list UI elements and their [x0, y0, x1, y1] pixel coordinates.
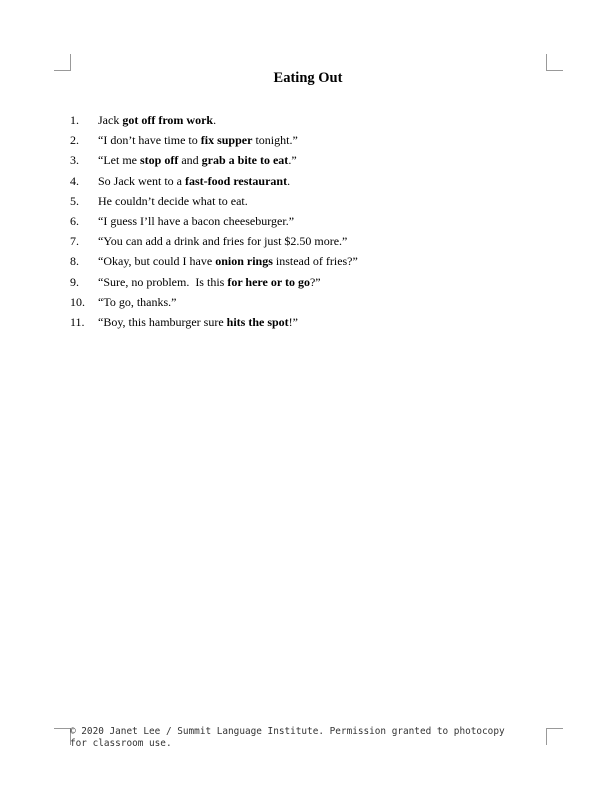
- vocab-phrase: fix supper: [200, 133, 253, 148]
- vocab-phrase: hits the spot: [226, 314, 289, 329]
- item-number: 4.: [70, 173, 79, 188]
- item-text: [98, 211, 294, 231]
- vocab-phrase: onion rings: [215, 254, 273, 269]
- list-item: [70, 211, 550, 231]
- list-item: [70, 130, 550, 150]
- item-number: 5.: [70, 193, 79, 208]
- list-item: [70, 251, 550, 271]
- text-fragment: Jack: [98, 113, 123, 127]
- text-fragment: .”: [288, 153, 297, 168]
- crop-mark-bottom-left: [54, 728, 71, 745]
- list-item: [70, 171, 550, 191]
- page-title: Eating Out: [273, 70, 343, 86]
- vocab-phrase: stop off: [139, 153, 179, 168]
- item-text: [98, 150, 297, 170]
- sentence-list: [70, 110, 550, 332]
- vocab-phrase: got off from work: [122, 113, 214, 127]
- item-text: [98, 312, 298, 332]
- item-text: [98, 171, 290, 191]
- text-fragment: and: [178, 153, 202, 168]
- copyright-line-1: © 2020 Janet Lee / Summit Language Institute. Permission granted to photocopy: [70, 726, 505, 737]
- list-item: [70, 150, 550, 170]
- item-text: [98, 272, 321, 292]
- crop-mark-top-right: [546, 54, 563, 71]
- list-item: [70, 110, 550, 130]
- vocab-phrase: for here or to go: [227, 274, 310, 289]
- text-fragment: “Okay, but could I have: [98, 254, 216, 269]
- item-number: 3.: [70, 153, 79, 168]
- text-fragment: “I don’t have time to: [98, 133, 201, 148]
- crop-mark-top-left: [54, 54, 71, 71]
- item-number: 1.: [70, 113, 79, 127]
- vocab-phrase: grab a bite to eat: [201, 153, 289, 168]
- item-number: 7.: [70, 234, 79, 249]
- list-item: [70, 272, 550, 292]
- item-number: 8.: [70, 254, 79, 269]
- list-item: [70, 231, 550, 251]
- text-fragment: “Let me: [98, 153, 140, 168]
- copyright-line-2: for classroom use.: [70, 738, 172, 749]
- item-text: [98, 292, 176, 312]
- item-number: 6.: [70, 213, 79, 228]
- text-fragment: “I guess I’ll have a bacon cheeseburger.”: [98, 213, 295, 228]
- list-item: [70, 312, 550, 332]
- vocab-phrase: fast-food restaurant: [184, 173, 288, 188]
- text-fragment: “Boy, this hamburger sure: [98, 314, 227, 329]
- item-text: [98, 231, 347, 251]
- item-text: [98, 251, 358, 271]
- text-fragment: “You can add a drink and fries for just $2.50 more.”: [98, 234, 348, 249]
- text-fragment: “To go, thanks.”: [98, 294, 177, 309]
- text-fragment: “Sure, no problem. Is this: [98, 274, 228, 289]
- text-fragment: So Jack went to a: [98, 173, 185, 188]
- item-number: 11.: [70, 314, 85, 329]
- copyright-footer: [70, 726, 550, 750]
- item-number: 10.: [70, 294, 85, 309]
- item-text: [98, 191, 248, 211]
- text-fragment: He couldn’t decide what to eat.: [98, 193, 248, 208]
- text-fragment: !”: [288, 314, 298, 329]
- text-fragment: .: [287, 173, 291, 188]
- item-number: 2.: [70, 133, 79, 148]
- item-number: 9.: [70, 274, 79, 289]
- text-fragment: .: [213, 113, 217, 127]
- item-text: [98, 130, 298, 150]
- text-fragment: ?”: [309, 274, 321, 289]
- text-fragment: tonight.”: [252, 133, 298, 148]
- text-fragment: instead of fries?”: [272, 254, 358, 269]
- list-item: [70, 292, 550, 312]
- list-item: [70, 191, 550, 211]
- item-text: [98, 110, 216, 130]
